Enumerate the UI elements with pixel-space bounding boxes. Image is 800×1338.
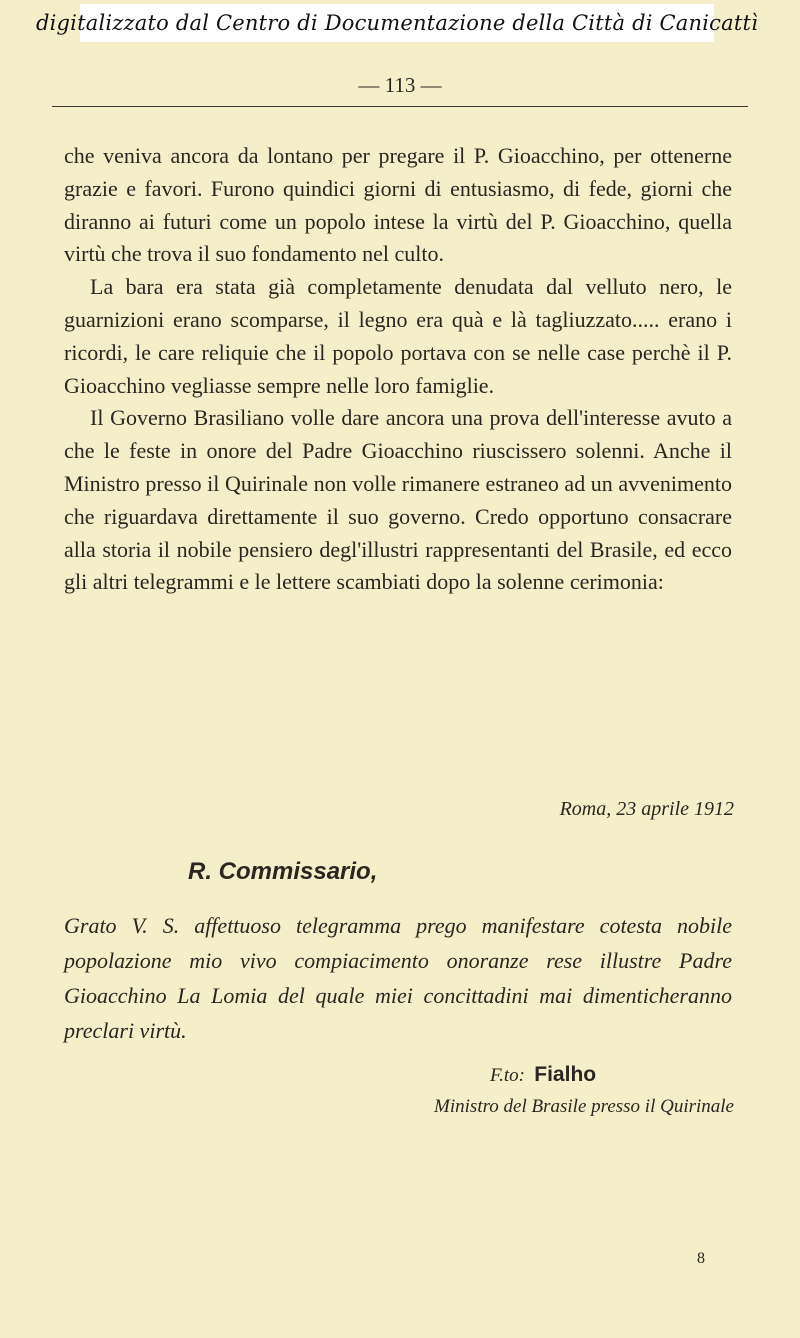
printer-signature-mark: 8 [697, 1250, 705, 1267]
paragraph-1: che veniva ancora da lontano per pregare il P. Gioacchino, per ottenerne grazie e favori. Furono quindici giorni di entusiasmo, di fede, giorni che diranno ai futuri come un popolo intese la virtù del P. Gioacchino, quella virtù che trova il suo fondamento nel culto. [64, 143, 732, 267]
body-text [64, 140, 732, 599]
paragraph-2: La bara era stata già completamente denudata dal velluto nero, le guarnizioni erano scomparse, il legno era quà e là tagliuzzato..... erano i ricordi, le care reliquie che il popolo portava con se nelle case perchè il P. Gioacchino vegliasse sempre nelle loro famiglie. [64, 274, 732, 398]
header-rule [52, 106, 748, 107]
page-number: — 113 — [358, 73, 442, 97]
paragraph-3: Il Governo Brasiliano volle dare ancora una prova dell'interesse avuto a che le feste in onore del Padre Gioacchino riuscissero solenni. Anche il Ministro presso il Quirinale non volle rimanere estraneo ad un avvenimento che riguardava direttamente il suo governo. Credo opportuno consacrare alla storia il nobile pensiero degl'illustri rappresentanti del Brasile, ed ecco gli altri telegrammi e le lettere scambiati dopo la solenne cerimonia: [64, 405, 732, 595]
letter-date: Roma, 23 aprile 1912 [559, 798, 734, 820]
signature-prefix: F.to: [490, 1065, 526, 1086]
letter-salutation: R. Commissario, [188, 858, 378, 885]
digitization-watermark: digitalizzato dal Centro di Documentazione della Città di Canicattì [80, 4, 714, 42]
signature-role: Ministro del Brasile presso il Quirinale [434, 1096, 734, 1117]
signature [490, 1062, 596, 1087]
telegram-text: Grato V. S. affettuoso telegramma prego manifestare cotesta nobile popolazione mio vivo compiacimento onoranze rese illustre Padre Gioacchino La Lomia del quale miei concittadini mai dimenticheranno preclari virtù. [64, 913, 732, 1043]
signature-name: Fialho [534, 1063, 597, 1086]
